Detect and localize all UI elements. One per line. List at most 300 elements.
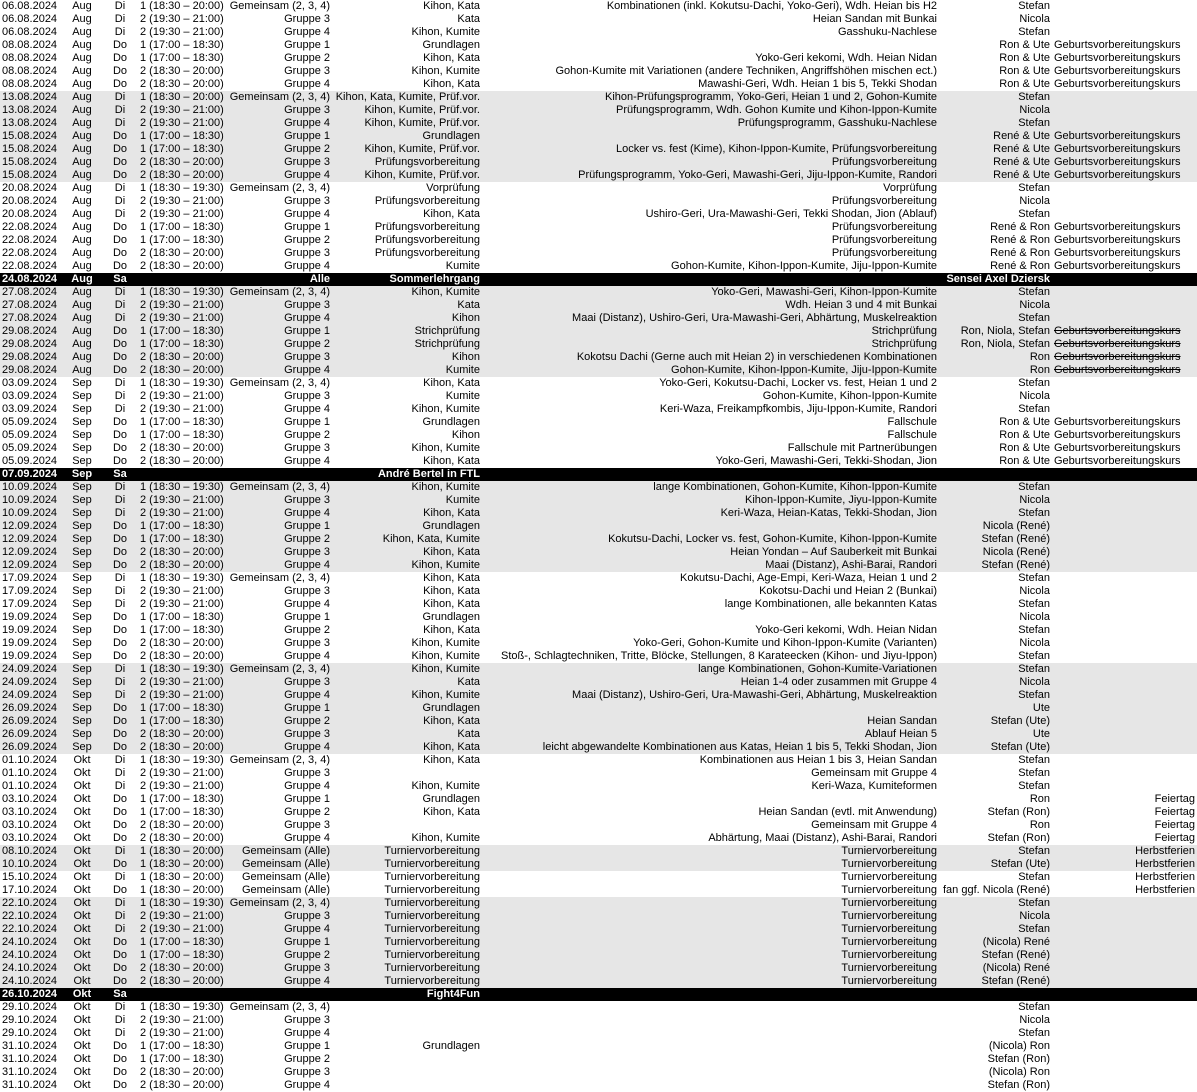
cell-month: Okt: [73, 884, 91, 896]
cell-month: Aug: [62, 364, 102, 377]
schedule-row: [0, 676, 1197, 689]
cell-trainer: Stefan: [1018, 0, 1050, 12]
cell-slot: 2 (18:30 – 20:00): [140, 247, 224, 259]
cell-group: Gemeinsam (2, 3, 4): [226, 663, 332, 676]
cell-group: Gruppe 4: [284, 78, 330, 90]
cell-topic: Vorprüfung: [426, 182, 480, 194]
cell-content: lange Kombinationen, alle bekannten Katas: [724, 598, 937, 610]
cell-weekday: Do: [112, 793, 128, 805]
cell-content: Yoko-Geri, Gohon-Kumite und Kihon-Ippon-Kumite (Varianten): [633, 637, 937, 649]
cell-note: [1052, 715, 1197, 728]
cell-weekday: Do: [102, 143, 138, 156]
schedule-row: [0, 182, 1197, 195]
cell-weekday: Do: [102, 156, 138, 169]
cell-trainer: Stefan: [1018, 767, 1050, 779]
cell-slot: 2 (18:30 – 20:00): [140, 637, 224, 649]
cell-note: [1052, 962, 1197, 975]
cell-trainer: Nicola: [939, 676, 1052, 689]
cell-trainer: Nicola: [939, 299, 1052, 312]
cell-month: Okt: [73, 871, 91, 883]
cell-note: Geburtsvorbereitungskurs: [1054, 429, 1181, 441]
cell-topic: Kihon, Kata: [423, 754, 480, 766]
schedule-row: [0, 1027, 1197, 1040]
cell-weekday: Di: [114, 13, 126, 25]
cell-trainer: Stefan: [1018, 572, 1050, 584]
cell-content: Turniervorbereitung: [482, 962, 939, 975]
cell-group: Gruppe 4: [226, 689, 332, 702]
cell-date: 29.10.2024: [2, 1001, 58, 1013]
cell-slot: 2 (19:30 – 21:00): [138, 494, 226, 507]
cell-group: Gruppe 4: [226, 117, 332, 130]
cell-content: Turniervorbereitung: [482, 949, 939, 962]
schedule-row: [0, 728, 1197, 741]
cell-topic: Kihon, Kata: [423, 0, 480, 12]
cell-weekday: Di: [114, 767, 126, 779]
cell-group: Gruppe 2: [284, 624, 330, 636]
cell-topic: Strichprüfung: [332, 338, 482, 351]
cell-topic: Fight4Fun: [332, 988, 482, 1001]
cell-group: Gruppe 4: [284, 780, 330, 792]
cell-month: Sep: [72, 442, 92, 454]
cell-content: Kokutsu-Dachi, Locker vs. fest, Gohon-Kumite, Kihon-Ippon-Kumite: [482, 533, 939, 546]
cell-weekday: Do: [112, 1079, 128, 1091]
cell-month: Okt: [73, 767, 91, 779]
cell-content: lange Kombinationen, Gohon-Kumite-Variationen: [482, 663, 939, 676]
cell-note: Feiertag: [1154, 806, 1195, 818]
cell-content: [482, 1014, 939, 1027]
cell-content: Prüfungsprogramm, Yoko-Geri, Mawashi-Geri, Jiju-Ippon-Kumite, Randori: [482, 169, 939, 182]
cell-weekday: Di: [102, 676, 138, 689]
cell-weekday: Do: [112, 455, 128, 467]
cell-group: Gemeinsam (2, 3, 4): [226, 481, 332, 494]
cell-weekday: Do: [102, 949, 138, 962]
cell-date: 08.10.2024: [0, 845, 62, 858]
cell-slot: 2 (19:30 – 21:00): [138, 689, 226, 702]
schedule-row: [0, 442, 1197, 455]
cell-note: Geburtsvorbereitungskurs: [1052, 143, 1197, 156]
cell-trainer: Ron, Niola, Stefan: [939, 338, 1052, 351]
cell-topic: Turniervorbereitung: [332, 845, 482, 858]
cell-trainer: Stefan: [939, 286, 1052, 299]
cell-month: Aug: [72, 182, 92, 194]
cell-slot: 1 (17:00 – 18:30): [140, 1053, 224, 1065]
cell-topic: [332, 819, 482, 832]
cell-topic: Kata: [457, 13, 480, 25]
cell-trainer: Stefan (René): [939, 533, 1052, 546]
cell-month: Aug: [72, 13, 92, 25]
schedule-row: [0, 637, 1197, 650]
schedule-row: [0, 377, 1197, 390]
cell-group: Gruppe 3: [226, 910, 332, 923]
cell-topic: Kihon, Kata: [423, 455, 480, 467]
cell-topic: Kihon, Kumite, Prüf.vor.: [332, 104, 482, 117]
cell-month: Okt: [73, 754, 91, 766]
cell-trainer: Stefan: [939, 923, 1052, 936]
cell-trainer: (Nicola) René: [939, 962, 1052, 975]
cell-slot: 1 (17:00 – 18:30): [138, 702, 226, 715]
cell-topic: Kumite: [332, 364, 482, 377]
schedule-row: [0, 1053, 1197, 1066]
cell-content: Yoko-Geri, Kokutsu-Dachi, Locker vs. fest, Heian 1 und 2: [659, 377, 937, 389]
cell-topic: Prüfungsvorbereitung: [374, 234, 480, 246]
cell-slot: 2 (19:30 – 21:00): [138, 676, 226, 689]
cell-weekday: Di: [102, 104, 138, 117]
cell-topic: Kihon, Kata: [423, 78, 480, 90]
cell-slot: 2 (18:30 – 20:00): [138, 156, 226, 169]
cell-date: 03.10.2024: [2, 819, 58, 831]
cell-note: Geburtsvorbereitungskurs: [1054, 442, 1181, 454]
cell-content: [482, 1066, 939, 1079]
cell-group: Gemeinsam (2, 3, 4): [229, 1001, 330, 1013]
cell-trainer: Stefan (Ute): [939, 858, 1052, 871]
cell-weekday: Do: [112, 884, 128, 896]
cell-content: [482, 1079, 939, 1092]
cell-topic: Kihon, Kumite: [411, 637, 480, 649]
cell-content: Strichprüfung: [482, 325, 939, 338]
cell-content: Turniervorbereitung: [841, 871, 937, 883]
cell-trainer: Nicola: [1019, 13, 1050, 25]
cell-trainer: Stefan: [1018, 650, 1050, 662]
cell-topic: Kihon, Kumite: [411, 442, 480, 454]
cell-group: Gruppe 4: [284, 832, 330, 844]
cell-note: [1052, 663, 1197, 676]
event-row: [0, 468, 1197, 481]
cell-topic: Kihon: [332, 312, 482, 325]
cell-note: [1052, 390, 1197, 403]
schedule-row: [0, 689, 1197, 702]
cell-slot: 1 (18:30 – 19:30): [140, 572, 224, 584]
cell-date: 24.09.2024: [0, 663, 62, 676]
cell-topic: Kihon, Kata: [423, 377, 480, 389]
cell-topic: Grundlagen: [422, 1040, 480, 1052]
cell-note: Feiertag: [1154, 832, 1195, 844]
cell-month: Sep: [62, 468, 102, 481]
cell-group: Gruppe 1: [284, 611, 330, 623]
cell-content: Kokotsu Dachi (Gerne auch mit Heian 2) in verschiedenen Kombinationen: [482, 351, 939, 364]
cell-group: Gruppe 3: [226, 104, 332, 117]
cell-note: [1052, 377, 1197, 390]
cell-weekday: Do: [102, 962, 138, 975]
cell-month: Okt: [62, 910, 102, 923]
event-row: [0, 273, 1197, 286]
cell-slot: 2 (19:30 – 21:00): [138, 507, 226, 520]
cell-slot: 1 (18:30 – 20:00): [138, 91, 226, 104]
cell-content: [482, 793, 939, 806]
cell-content: Heian Sandan (evtl. mit Anwendung): [758, 806, 937, 818]
cell-note: [1052, 273, 1197, 286]
cell-date: 03.09.2024: [2, 403, 58, 415]
cell-date: 22.08.2024: [2, 221, 58, 233]
cell-slot: 2 (19:30 – 21:00): [138, 104, 226, 117]
schedule-row: [0, 65, 1197, 78]
cell-slot: [138, 273, 226, 286]
cell-slot: 1 (18:30 – 19:30): [140, 377, 224, 389]
schedule-row: [0, 52, 1197, 65]
cell-trainer: Stefan: [939, 117, 1052, 130]
cell-content: [482, 1040, 939, 1053]
cell-date: 22.10.2024: [0, 897, 62, 910]
cell-month: Okt: [73, 806, 91, 818]
cell-topic: Kihon, Kata, Kumite, Prüf.vor.: [332, 91, 482, 104]
cell-date: 05.09.2024: [2, 416, 58, 428]
cell-note: Geburtsvorbereitungskurs: [1052, 130, 1197, 143]
cell-slot: 1 (17:00 – 18:30): [138, 130, 226, 143]
cell-slot: [138, 468, 226, 481]
cell-slot: 2 (18:30 – 20:00): [140, 78, 224, 90]
cell-note: [1052, 923, 1197, 936]
cell-note: Feiertag: [1154, 819, 1195, 831]
cell-slot: 2 (18:30 – 20:00): [140, 1079, 224, 1091]
cell-trainer: Nicola: [1019, 195, 1050, 207]
cell-slot: 2 (18:30 – 20:00): [140, 1066, 224, 1078]
cell-topic: Kumite: [332, 494, 482, 507]
cell-note: [1052, 468, 1197, 481]
cell-weekday: Do: [112, 416, 128, 428]
cell-trainer: Nicola: [1019, 585, 1050, 597]
cell-weekday: Di: [114, 182, 126, 194]
cell-date: 08.08.2024: [2, 78, 58, 90]
cell-month: Aug: [72, 39, 92, 51]
cell-topic: Kihon, Kata: [423, 598, 480, 610]
cell-slot: 2 (19:30 – 21:00): [138, 923, 226, 936]
cell-content: Prüfungsvorbereitung: [831, 247, 937, 259]
cell-date: 13.08.2024: [0, 117, 62, 130]
cell-weekday: Do: [112, 1040, 128, 1052]
cell-content: Gohon-Kumite, Kihon-Ippon-Kumite, Jiju-Ippon-Kumite: [671, 260, 937, 272]
cell-content: [482, 39, 939, 52]
cell-date: 24.10.2024: [0, 975, 62, 988]
cell-trainer: Stefan: [939, 663, 1052, 676]
cell-note: [1052, 494, 1197, 507]
cell-date: 15.08.2024: [0, 156, 62, 169]
cell-month: Sep: [72, 637, 92, 649]
cell-topic: Grundlagen: [332, 130, 482, 143]
schedule-row: [0, 819, 1197, 832]
cell-topic: Kihon, Kumite, Prüf.vor.: [332, 143, 482, 156]
cell-weekday: Do: [102, 975, 138, 988]
cell-weekday: Di: [102, 91, 138, 104]
cell-date: 31.10.2024: [2, 1053, 58, 1065]
cell-group: Gruppe 3: [284, 767, 330, 779]
cell-weekday: Di: [102, 299, 138, 312]
cell-content: Yoko-Geri kekomi, Wdh. Heian Nidan: [755, 52, 937, 64]
cell-group: Gruppe 4: [284, 1079, 330, 1091]
cell-month: Sep: [62, 702, 102, 715]
cell-date: 29.10.2024: [2, 1027, 58, 1039]
cell-weekday: Do: [102, 533, 138, 546]
schedule-row: [0, 884, 1197, 897]
cell-date: 15.10.2024: [2, 871, 58, 883]
cell-date: 19.09.2024: [2, 624, 58, 636]
cell-weekday: Do: [112, 819, 128, 831]
cell-month: Sep: [62, 663, 102, 676]
cell-trainer: Stefan: [939, 312, 1052, 325]
cell-date: 06.08.2024: [2, 26, 58, 38]
cell-weekday: Di: [114, 208, 126, 220]
cell-topic: Kihon, Kumite: [411, 65, 480, 77]
cell-topic: Turniervorbereitung: [332, 936, 482, 949]
cell-note: [1052, 559, 1197, 572]
cell-month: Okt: [62, 988, 102, 1001]
cell-slot: 2 (18:30 – 20:00): [140, 832, 224, 844]
cell-slot: 1 (17:00 – 18:30): [138, 715, 226, 728]
cell-topic: Kata: [332, 676, 482, 689]
cell-topic: Kihon, Kata: [423, 208, 480, 220]
cell-content: Turniervorbereitung: [482, 845, 939, 858]
cell-weekday: Di: [114, 1001, 126, 1013]
cell-topic: Kata: [332, 299, 482, 312]
cell-slot: 2 (18:30 – 20:00): [140, 819, 224, 831]
cell-month: Okt: [62, 962, 102, 975]
cell-weekday: Do: [112, 1066, 128, 1078]
cell-group: Gruppe 4: [284, 650, 330, 662]
cell-trainer: [939, 468, 1052, 481]
cell-trainer: Nicola: [1019, 637, 1050, 649]
cell-note: Geburtsvorbereitungskurs: [1052, 351, 1197, 364]
cell-content: [482, 702, 939, 715]
cell-trainer: Nicola: [1019, 611, 1050, 623]
cell-note: [1052, 741, 1197, 754]
cell-note: [1052, 286, 1197, 299]
cell-topic: Kihon, Kumite: [411, 403, 480, 415]
cell-group: Gruppe 4: [226, 312, 332, 325]
cell-content: Mawashi-Geri, Wdh. Heian 1 bis 5, Tekki Shodan: [698, 78, 937, 90]
cell-group: Gruppe 1: [226, 130, 332, 143]
schedule-row: [0, 143, 1197, 156]
schedule-row: [0, 247, 1197, 260]
cell-trainer: Stefan: [939, 91, 1052, 104]
cell-trainer: Ute: [939, 728, 1052, 741]
cell-trainer: René & Ron: [990, 247, 1050, 259]
cell-topic: Kihon: [332, 351, 482, 364]
cell-slot: 2 (18:30 – 20:00): [138, 741, 226, 754]
cell-group: Gruppe 4: [226, 507, 332, 520]
cell-slot: 1 (17:00 – 18:30): [140, 1040, 224, 1052]
cell-weekday: Do: [112, 39, 128, 51]
cell-content: Heian Sandan mit Bunkai: [812, 13, 937, 25]
cell-content: [482, 130, 939, 143]
schedule-row: [0, 663, 1197, 676]
cell-month: Sep: [72, 650, 92, 662]
cell-date: 26.10.2024: [0, 988, 62, 1001]
cell-slot: 1 (17:00 – 18:30): [138, 520, 226, 533]
cell-trainer: fan ggf. Nicola (René): [943, 884, 1050, 896]
cell-content: Wdh. Heian 3 und 4 mit Bunkai: [482, 299, 939, 312]
cell-group: Gemeinsam (2, 3, 4): [226, 897, 332, 910]
cell-weekday: Do: [102, 741, 138, 754]
cell-group: Gruppe 4: [284, 208, 330, 220]
cell-month: Aug: [72, 260, 92, 272]
cell-slot: 1 (18:30 – 20:00): [140, 871, 224, 883]
cell-note: Geburtsvorbereitungskurs: [1052, 364, 1197, 377]
cell-month: Sep: [62, 546, 102, 559]
cell-weekday: Do: [102, 325, 138, 338]
schedule-row: [0, 923, 1197, 936]
cell-group: Gruppe 1: [226, 936, 332, 949]
schedule-row: [0, 78, 1197, 91]
cell-weekday: Do: [112, 637, 128, 649]
cell-date: 01.10.2024: [2, 767, 58, 779]
schedule-row: [0, 234, 1197, 247]
schedule-row: [0, 104, 1197, 117]
cell-month: Sep: [62, 520, 102, 533]
schedule-row: [0, 949, 1197, 962]
cell-group: Gemeinsam (2, 3, 4): [229, 182, 330, 194]
schedule-row: [0, 299, 1197, 312]
cell-weekday: Di: [114, 754, 126, 766]
cell-group: Gruppe 1: [226, 520, 332, 533]
cell-date: 06.08.2024: [2, 0, 58, 12]
cell-content: Prüfungsvorbereitung: [482, 156, 939, 169]
cell-slot: 1 (18:30 – 20:00): [138, 858, 226, 871]
cell-trainer: René & Ute: [939, 169, 1052, 182]
cell-month: Okt: [62, 845, 102, 858]
cell-date: 15.08.2024: [0, 143, 62, 156]
cell-month: Okt: [62, 936, 102, 949]
cell-topic: Turniervorbereitung: [384, 884, 480, 896]
schedule-row: [0, 507, 1197, 520]
cell-slot: 2 (19:30 – 21:00): [138, 117, 226, 130]
cell-date: 03.09.2024: [2, 377, 58, 389]
cell-content: Prüfungsvorbereitung: [831, 221, 937, 233]
cell-note: Geburtsvorbereitungskurs: [1054, 416, 1181, 428]
cell-note: [1052, 1040, 1197, 1053]
schedule-row: [0, 572, 1197, 585]
cell-group: Gemeinsam (Alle): [226, 858, 332, 871]
cell-slot: 2 (19:30 – 21:00): [138, 299, 226, 312]
cell-date: 22.08.2024: [2, 234, 58, 246]
cell-month: Okt: [73, 819, 91, 831]
cell-content: Abhärtung, Maai (Distanz), Ashi-Barai, Randori: [708, 832, 937, 844]
cell-weekday: Do: [112, 221, 128, 233]
cell-month: Aug: [62, 156, 102, 169]
cell-slot: 2 (18:30 – 20:00): [140, 65, 224, 77]
cell-group: Gruppe 3: [284, 637, 330, 649]
cell-month: Okt: [73, 1079, 91, 1091]
cell-content: Fallschule mit Partnerübungen: [787, 442, 937, 454]
cell-group: Gruppe 3: [226, 676, 332, 689]
cell-content: [482, 1053, 939, 1066]
cell-slot: 1 (17:00 – 18:30): [140, 806, 224, 818]
cell-date: 12.09.2024: [0, 559, 62, 572]
cell-slot: 1 (18:30 – 19:30): [138, 481, 226, 494]
cell-slot: 2 (19:30 – 21:00): [140, 598, 224, 610]
cell-topic: [332, 1079, 482, 1092]
cell-weekday: Do: [102, 728, 138, 741]
cell-group: Gemeinsam (Alle): [241, 884, 330, 896]
cell-topic: Turniervorbereitung: [332, 962, 482, 975]
cell-date: 24.10.2024: [0, 936, 62, 949]
cell-weekday: Do: [112, 832, 128, 844]
cell-month: Aug: [62, 286, 102, 299]
cell-weekday: Di: [102, 312, 138, 325]
cell-note: [1052, 572, 1197, 585]
cell-trainer: René & Ute: [939, 130, 1052, 143]
cell-date: 13.08.2024: [0, 91, 62, 104]
cell-weekday: Di: [114, 1027, 126, 1039]
cell-date: 08.08.2024: [2, 52, 58, 64]
cell-trainer: Stefan (Ron): [987, 832, 1050, 844]
cell-topic: Turniervorbereitung: [332, 897, 482, 910]
cell-note: [1052, 702, 1197, 715]
cell-date: 15.08.2024: [0, 169, 62, 182]
cell-trainer: (Nicola) René: [939, 936, 1052, 949]
cell-month: Aug: [62, 351, 102, 364]
cell-date: 08.08.2024: [2, 39, 58, 51]
cell-trainer: Stefan (Ute): [939, 741, 1052, 754]
cell-content: Heian 1-4 oder zusammen mit Gruppe 4: [482, 676, 939, 689]
cell-group: Gruppe 3: [226, 351, 332, 364]
